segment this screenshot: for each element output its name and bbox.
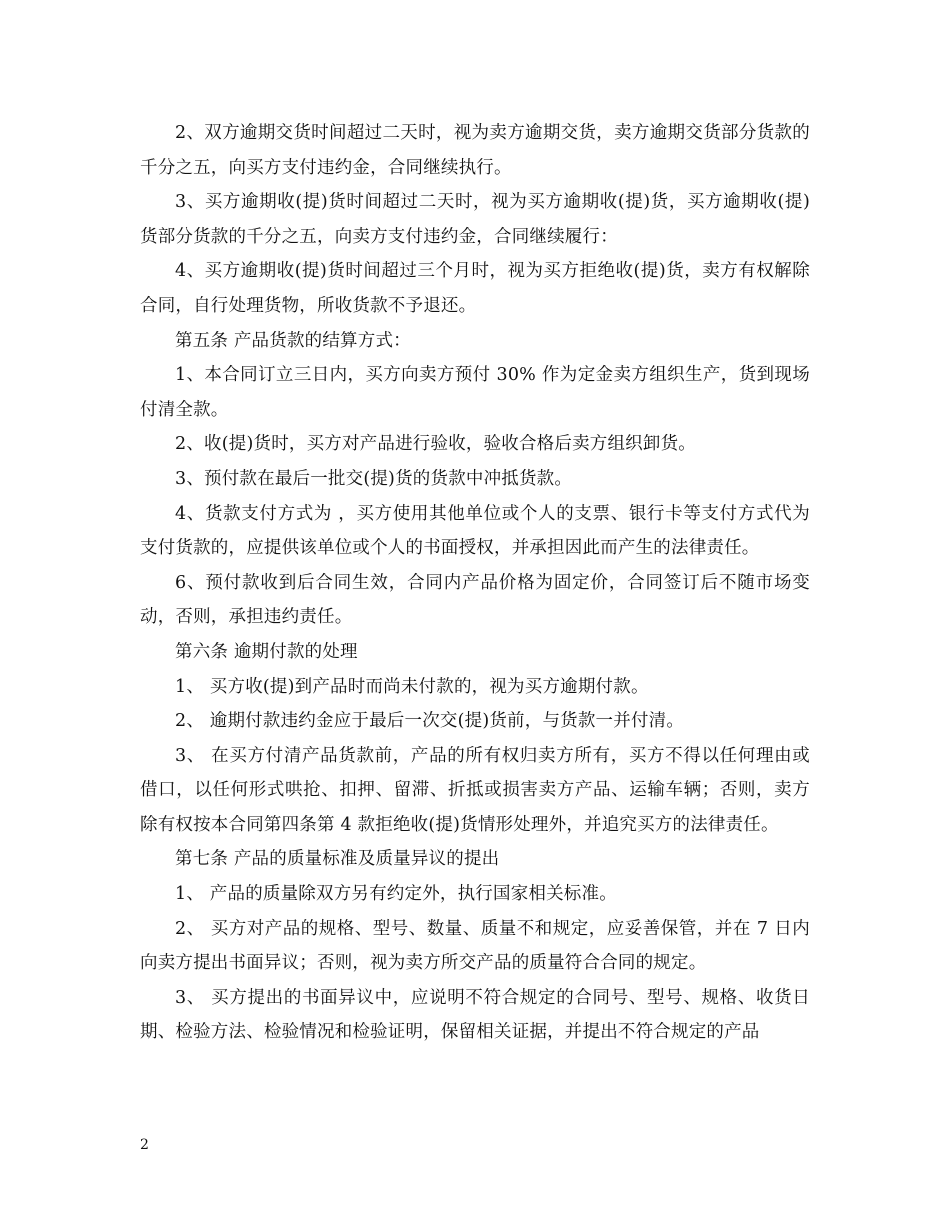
paragraph: 2、双方逾期交货时间超过二天时，视为卖方逾期交货，卖方逾期交货部分货款的千分之五，向买方支付违约金，合同继续执行。 [140,123,810,178]
paragraph: 1、本合同订立三日内，买方向卖方预付 30% 作为定金卖方组织生产，货到现场付清全款。 [140,365,810,420]
paragraph: 1、 产品的质量除双方另有约定外，执行国家相关标准。 [175,884,617,905]
paragraph: 3、 在买方付清产品货款前，产品的所有权归卖方所有，买方不得以任何理由或借口，以任何形式哄抢、扣押、留滞、折抵或损害卖方产品、运输车辆；否则，卖方除有权按本合同第四条第 4 款拒绝收(提)货情形处理外，并追究买方的法律责任。 [140,745,810,835]
paragraph: 3、 买方提出的书面异议中，应说明不符合规定的合同号、型号、规格、收货日期、检验方法、检验情况和检验证明，保留相关证据，并提出不符合规定的产品 [140,987,810,1043]
section-heading: 第七条 产品的质量标准及质量异议的提出 [175,849,500,870]
paragraph: 4、货款支付方式为 ，买方使用其他单位或个人的支票、银行卡等支付方式代为支付货款的，应提供该单位或个人的书面授权，并承担因此而产生的法律责任。 [140,503,810,559]
page-number: 2 [140,1137,149,1153]
paragraph: 3、预付款在最后一批交(提)货的货款中冲抵货款。 [175,468,573,489]
paragraph: 6、预付款收到后合同生效，合同内产品价格为固定价，合同签订后不随市场变动，否则，承担违约责任。 [140,572,810,628]
paragraph: 2、收(提)货时，买方对产品进行验收，验收合格后卖方组织卸货。 [175,434,696,455]
paragraph: 2、 逾期付款违约金应于最后一次交(提)货前，与货款一并付清。 [175,711,685,732]
section-heading: 第五条 产品货款的结算方式： [175,330,411,351]
paragraph: 4、买方逾期收(提)货时间超过三个月时，视为买方拒绝收(提)货，卖方有权解除合同，自行处理货物，所收货款不予退还。 [140,261,810,316]
paragraph: 3、买方逾期收(提)货时间超过二天时，视为买方逾期收(提)货，买方逾期收(提)货部分货款的千分之五，向卖方支付违约金，合同继续履行： [140,192,810,247]
document-body [140,116,810,1050]
paragraph: 1、 买方收(提)到产品时而尚未付款的，视为买方逾期付款。 [175,676,649,697]
section-heading: 第六条 逾期付款的处理 [175,641,358,662]
paragraph: 2、 买方对产品的规格、型号、数量、质量不和规定，应妥善保管，并在 7 日内向卖方提出书面异议；否则，视为卖方所交产品的质量符合合同的规定。 [140,918,810,974]
